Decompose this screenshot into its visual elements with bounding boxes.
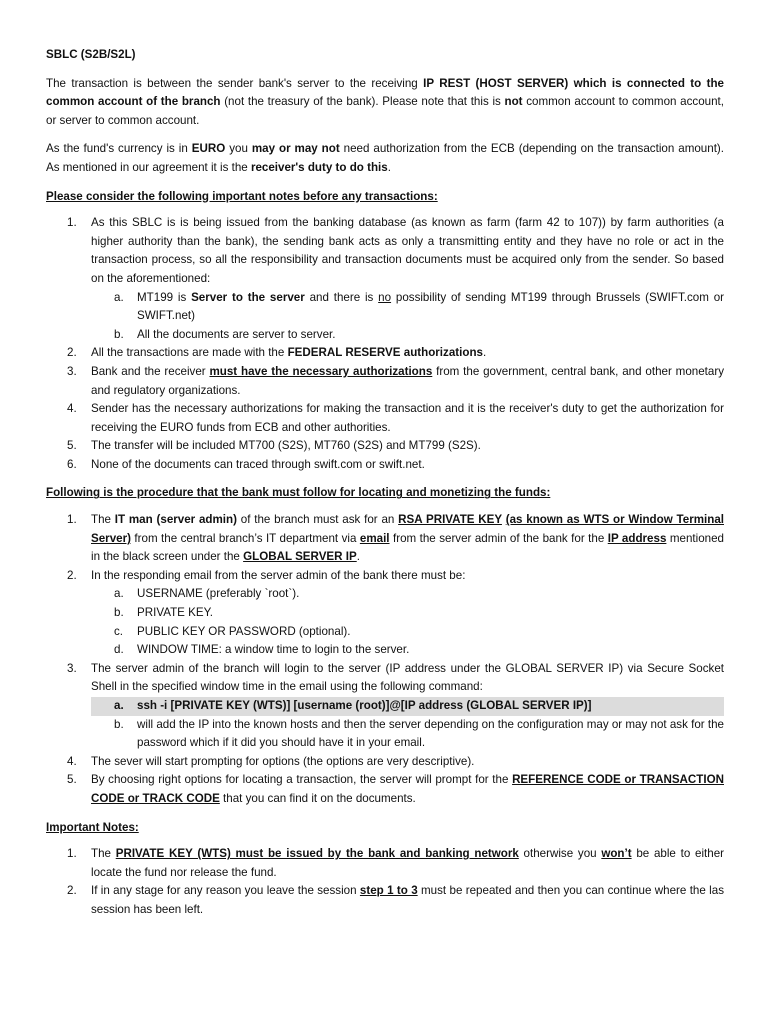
sub-list [91, 289, 724, 345]
text-run: If in any stage for any reason you leave the session [91, 884, 360, 898]
list-item [46, 400, 724, 437]
bold-run: receiver's duty to do this [250, 160, 388, 174]
list-item [46, 882, 724, 919]
text-run: WINDOW TIME: a window time to login to the server. [137, 643, 410, 657]
list-number: 3. [67, 364, 77, 378]
list-number: 2. [67, 568, 77, 582]
text-run: . [387, 160, 391, 174]
procedure-section-title: Following is the procedure that the bank must follow for locating and monetizing the funds: [46, 486, 551, 500]
text-run: otherwise you [518, 847, 602, 861]
sub-list-item [91, 716, 724, 753]
list-item [46, 511, 724, 567]
sub-list-item [91, 326, 724, 345]
sub-list-letter: a. [114, 290, 124, 304]
ssh-command-item [91, 697, 724, 716]
text-run: . [356, 550, 360, 564]
list-item [46, 660, 724, 753]
list-item [46, 437, 724, 456]
text-run: None of the documents can traced through swift.com or swift.net. [91, 457, 425, 471]
text-run: By choosing right options for locating a transaction, the server will prompt for the [91, 773, 513, 787]
list-number: 5. [67, 773, 77, 787]
text-run: The transfer will be included MT700 (S2S), MT760 (S2S) and MT799 (S2S). [91, 439, 481, 453]
sub-list-letter: b. [114, 327, 124, 341]
text-run: from the server admin of the bank for the [389, 531, 608, 545]
text-run: The [91, 513, 115, 527]
text-run: The [91, 847, 116, 861]
notes-section-title: Please consider the following important notes before any transactions: [46, 189, 438, 203]
text-run: All the transactions are made with the [91, 346, 288, 360]
sub-list-letter: c. [114, 624, 124, 638]
bold-underline-run: RSA PRIVATE KEY [398, 513, 502, 527]
text-run: Sender has the necessary authorizations for making the transaction and it is the receiver's duty to get the authorization for receiving the EURO funds from ECB and other authorities. [91, 402, 724, 434]
document-title: SBLC (S2B/S2L) [46, 48, 136, 61]
text-run: mentioned in the black screen under the [91, 531, 725, 564]
list-number: 2. [67, 884, 77, 898]
sub-list-letter: d. [114, 643, 124, 657]
sub-list-letter: b. [114, 717, 124, 731]
list-item [46, 456, 724, 475]
sub-list [91, 585, 724, 659]
list-item [46, 363, 724, 400]
list-item [46, 214, 724, 344]
bold-underline-run: won’t [601, 847, 632, 861]
important-list [46, 845, 724, 919]
list-number: 1. [67, 216, 77, 230]
sub-list-item [91, 641, 724, 660]
text-run: must be repeated and then you can continue where the las session has been left. [91, 884, 724, 916]
sub-list-letter: a. [114, 587, 124, 601]
text-run: common account to common account, or server to common account. [46, 95, 725, 127]
bold-underline-run: step 1 to 3 [359, 884, 418, 898]
bold-underline-run: IP address [607, 531, 667, 545]
text-run: USERNAME (preferably `root`). [137, 587, 300, 601]
intro-paragraph-2 [46, 140, 724, 177]
sub-list-letter: b. [114, 606, 124, 620]
intro-paragraph-1 [46, 75, 724, 131]
bold-run: IP REST (HOST SERVER) which is connected to the common account of the branch [46, 76, 724, 109]
list-number: 4. [67, 402, 77, 416]
text-run: you [225, 142, 252, 156]
sub-list-item [91, 585, 724, 604]
text-run: from the government, central bank, and other monetary and regulatory organizations. [91, 364, 724, 397]
text-run: need authorization from the ECB (depending on the transaction amount). As mentioned in our agreement it is the [46, 142, 724, 174]
bold-underline-run: PRIVATE KEY (WTS) must be issued by the bank and banking network [115, 847, 519, 861]
text-run: (not the treasury of the bank). Please note that this is [220, 95, 505, 109]
bold-run: IT man (server admin) [114, 513, 237, 527]
sub-list-item [91, 623, 724, 642]
text-run: . [482, 346, 487, 360]
bold-underline-run: must have the necessary authorizations [209, 364, 433, 378]
bold-run: not [504, 95, 523, 109]
text-run: PUBLIC KEY OR PASSWORD (optional). [137, 624, 351, 638]
text-run: that you can find it on the documents. [219, 791, 416, 805]
text-run: All the documents are server to server. [137, 327, 336, 341]
sub-list-letter: a. [114, 699, 124, 712]
list-number: 5. [67, 439, 77, 453]
list-number: 2. [67, 346, 77, 360]
bold-underline-run: email [359, 531, 390, 545]
text-run: PRIVATE KEY. [137, 606, 214, 620]
list-number: 1. [67, 513, 77, 527]
list-number: 4. [67, 754, 77, 768]
list-item [46, 344, 724, 363]
important-section-title: Important Notes: [46, 820, 139, 834]
list-number: 6. [67, 457, 77, 471]
text-run: As the fund's currency is in [46, 142, 192, 156]
sub-list [91, 697, 724, 753]
list-number: 3. [67, 661, 77, 675]
bold-run: Server to the server [191, 290, 305, 304]
bold-run: may or may not [251, 142, 340, 156]
text-run: Bank and the receiver [91, 364, 210, 378]
list-item [46, 771, 724, 808]
text-run: will add the IP into the known hosts and then the server depending on the configuration may or may not ask for the password which if it did you should have it in your email. [137, 717, 724, 750]
bold-underline-run: REFERENCE CODE or TRANSACTION CODE or TRACK CODE [91, 773, 724, 805]
list-number: 1. [67, 847, 77, 861]
text-run: of the branch must ask for an [236, 513, 399, 527]
list-item [46, 567, 724, 660]
list-item [46, 845, 724, 882]
bold-underline-run: GLOBAL SERVER IP [243, 550, 357, 564]
list-item-text: As this SBLC is is being issued from the banking database (as known as farm (farm 42 to 107)) by farm authorities (a higher authority than the bank), the sending bank acts as only a transmitting entity and they have no role or act in the transaction process, so all the responsibility and transaction documents must be acquired only from the sender. So based on the aforementioned: [91, 216, 724, 285]
bold-run: FEDERAL RESERVE authorizations [287, 346, 483, 360]
text-run: possibility of sending MT199 through Brussels (SWIFT.com or SWIFT.net) [137, 290, 724, 323]
list-item-text: The server admin of the branch will login to the server (IP address under the GLOBAL SERVER IP) via Secure Socket Shell in the specified window time in the email using the following command: [91, 661, 724, 694]
sub-list-item [91, 604, 724, 623]
bold-run: EURO [191, 142, 226, 156]
bold-underline-run: (as known as WTS or Window Terminal Server) [91, 513, 724, 545]
text-run: The sever will start prompting for options (the options are very descriptive). [91, 754, 475, 768]
text-run: from the central branch’s IT department via [130, 531, 360, 545]
text-run: MT199 is [137, 290, 192, 304]
notes-list [46, 214, 724, 474]
ssh-command-text: ssh -i [PRIVATE KEY (WTS)] [username (root)]@[IP address (GLOBAL SERVER IP)] [137, 699, 592, 712]
list-item-text: In the responding email from the server admin of the bank there must be: [91, 568, 466, 582]
list-item [46, 753, 724, 772]
underline-run: no [378, 290, 392, 304]
sub-list-item [91, 289, 724, 326]
text-run: be able to either locate the fund nor release the fund. [91, 847, 724, 879]
text-run: The transaction is between the sender bank's server to the receiving [46, 76, 424, 90]
text-run: and there is [304, 290, 379, 304]
procedure-list [46, 511, 724, 809]
